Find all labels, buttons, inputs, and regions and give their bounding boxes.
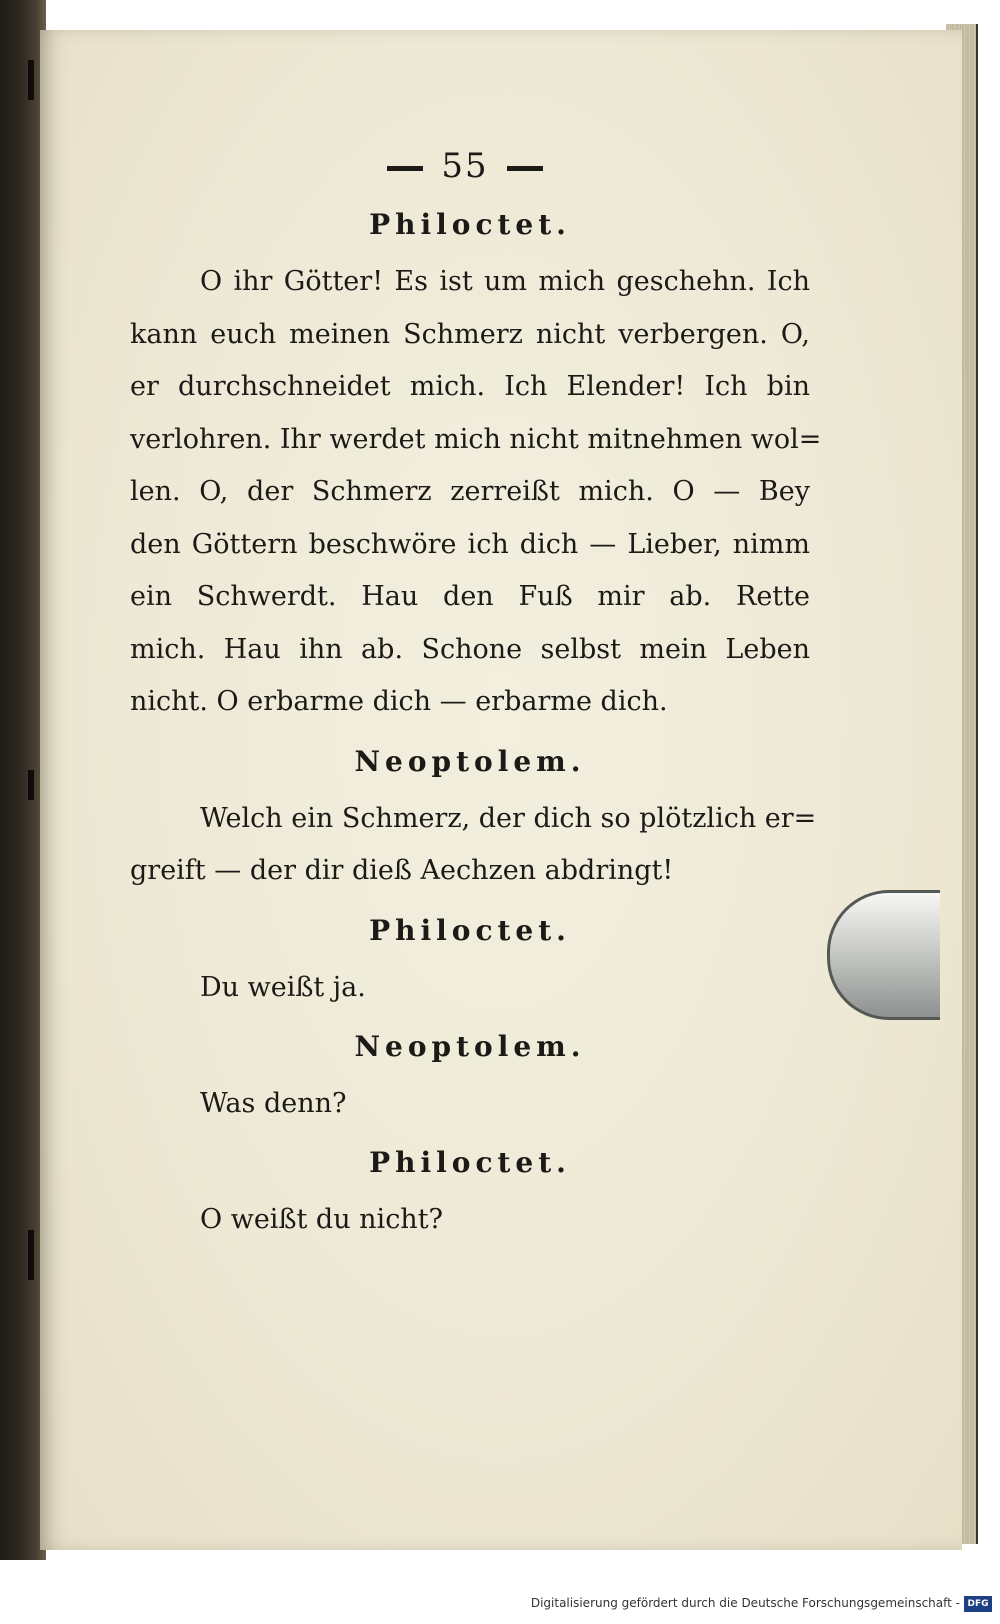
- speaker-name: Neoptolem.: [354, 1029, 586, 1063]
- speaker-name: Philoctet.: [369, 913, 571, 947]
- binding-thread: [28, 770, 34, 800]
- binding-thread: [28, 1230, 34, 1280]
- speech-line: O ihr Götter! Es ist um mich geschehn. Ich: [200, 266, 810, 297]
- dfg-logo-icon: DFG: [964, 1596, 992, 1612]
- speaker-name: Neoptolem.: [354, 744, 586, 778]
- speech-line: len. O, der Schmerz zerreißt mich. O — Bey: [130, 476, 810, 507]
- page-number-dash-right: [507, 166, 543, 171]
- speech-line: Du weißt ja.: [200, 971, 366, 1003]
- speech-line: O weißt du nicht?: [200, 1203, 444, 1235]
- speech-line: er durchschneidet mich. Ich Elender! Ich bin: [130, 371, 810, 402]
- funding-credit: Digitalisierung gefördert durch die Deutsche Forschungsgemeinschaft -: [530, 1596, 960, 1610]
- page-clip-icon: [827, 890, 940, 1020]
- speech-line: Welch ein Schmerz, der dich so plötzlich er=: [200, 802, 817, 834]
- speech-line: nicht. O erbarme dich — erbarme dich.: [130, 686, 668, 717]
- text-block: [130, 140, 822, 1246]
- speech-line: Was denn?: [200, 1087, 347, 1119]
- speech-text: [130, 256, 822, 729]
- binding-thread: [28, 60, 34, 100]
- page-number-dash-left: [387, 166, 423, 171]
- speech-line: kann euch meinen Schmerz nicht verbergen. O,: [130, 318, 810, 350]
- speech-text: [130, 793, 817, 898]
- speaker-name: Philoctet.: [369, 1145, 571, 1179]
- footer: [0, 1560, 1000, 1624]
- speech-line: mich. Hau ihn ab. Schone selbst mein Leben: [130, 633, 810, 665]
- speech-line: greift — der dir dieß Aechzen abdringt!: [130, 855, 674, 886]
- page-number: [120, 140, 810, 192]
- speaker-name: Philoctet.: [369, 208, 571, 241]
- page-number-value: 55: [441, 146, 489, 186]
- paper-page: [40, 30, 962, 1550]
- speech-line: ein Schwerdt. Hau den Fuß mir ab. Rette: [130, 581, 810, 612]
- speech-line: den Göttern beschwöre ich dich — Lieber, nimm: [130, 528, 810, 560]
- speech-line: verlohren. Ihr werdet mich nicht mitnehmen wol=: [130, 423, 822, 455]
